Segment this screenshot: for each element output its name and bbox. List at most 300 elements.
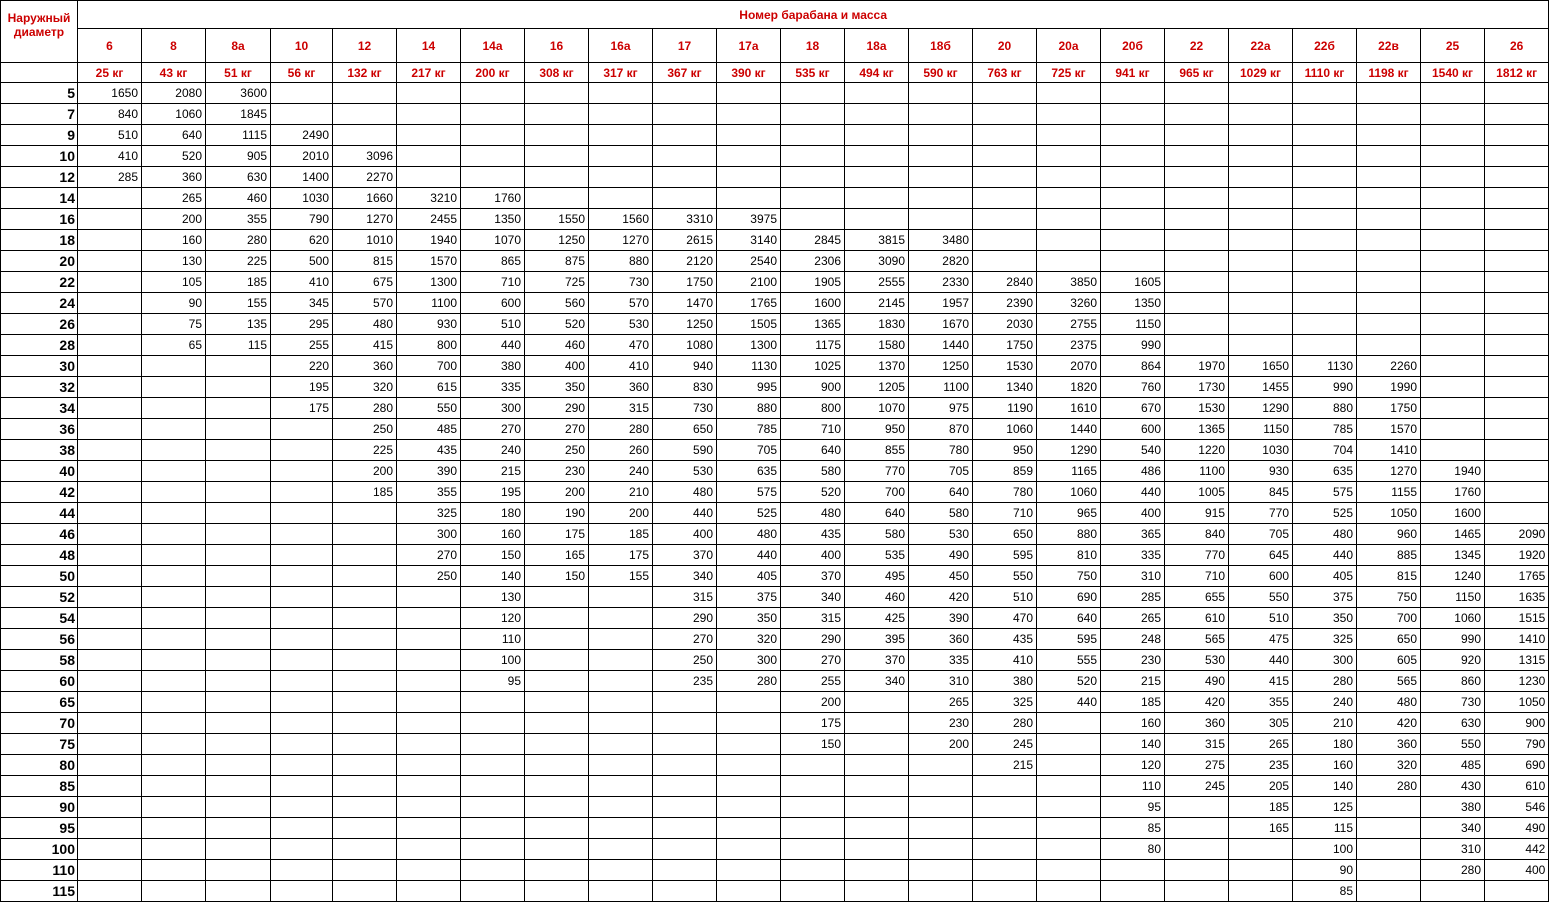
table-cell: 440 bbox=[1229, 650, 1293, 671]
drum-mass: 56 кг bbox=[271, 63, 333, 83]
table-cell bbox=[397, 797, 461, 818]
table-cell: 640 bbox=[781, 440, 845, 461]
outer-diameter: 95 bbox=[1, 818, 78, 839]
table-cell: 440 bbox=[717, 545, 781, 566]
table-cell: 750 bbox=[1357, 587, 1421, 608]
table-cell: 415 bbox=[333, 335, 397, 356]
table-cell: 1300 bbox=[397, 272, 461, 293]
table-cell: 440 bbox=[1293, 545, 1357, 566]
table-cell: 160 bbox=[1293, 755, 1357, 776]
table-cell: 1610 bbox=[1037, 398, 1101, 419]
table-cell: 1650 bbox=[1229, 356, 1293, 377]
table-cell bbox=[142, 734, 206, 755]
table-cell bbox=[1037, 755, 1101, 776]
table-cell: 1990 bbox=[1357, 377, 1421, 398]
table-cell: 810 bbox=[1037, 545, 1101, 566]
outer-diameter: 7 bbox=[1, 104, 78, 125]
table-row bbox=[1, 167, 1549, 188]
table-cell: 1970 bbox=[1165, 356, 1229, 377]
table-cell bbox=[909, 167, 973, 188]
table-cell: 700 bbox=[845, 482, 909, 503]
table-cell bbox=[1485, 356, 1549, 377]
table-cell bbox=[1485, 125, 1549, 146]
table-cell bbox=[717, 776, 781, 797]
table-cell: 250 bbox=[525, 440, 589, 461]
table-cell bbox=[142, 545, 206, 566]
table-cell bbox=[653, 188, 717, 209]
table-cell: 360 bbox=[589, 377, 653, 398]
table-cell bbox=[1229, 272, 1293, 293]
table-cell bbox=[271, 734, 333, 755]
table-row bbox=[1, 356, 1549, 377]
table-cell: 75 bbox=[142, 314, 206, 335]
table-cell: 130 bbox=[142, 251, 206, 272]
table-cell bbox=[271, 83, 333, 104]
table-row bbox=[1, 188, 1549, 209]
table-cell bbox=[845, 209, 909, 230]
table-cell: 370 bbox=[781, 566, 845, 587]
table-cell: 3090 bbox=[845, 251, 909, 272]
table-cell bbox=[461, 104, 525, 125]
table-cell: 175 bbox=[525, 524, 589, 545]
table-cell: 90 bbox=[142, 293, 206, 314]
table-cell: 280 bbox=[333, 398, 397, 419]
table-cell bbox=[717, 83, 781, 104]
table-cell: 1470 bbox=[653, 293, 717, 314]
table-cell bbox=[525, 671, 589, 692]
table-cell: 440 bbox=[1037, 692, 1101, 713]
table-cell bbox=[717, 104, 781, 125]
table-cell: 415 bbox=[1229, 671, 1293, 692]
table-cell bbox=[781, 860, 845, 881]
table-cell bbox=[653, 881, 717, 902]
table-cell bbox=[1293, 251, 1357, 272]
table-cell bbox=[142, 713, 206, 734]
table-row bbox=[1, 608, 1549, 629]
table-cell: 375 bbox=[717, 587, 781, 608]
table-cell bbox=[781, 104, 845, 125]
table-cell bbox=[909, 188, 973, 209]
table-cell: 590 bbox=[653, 440, 717, 461]
table-cell: 905 bbox=[206, 146, 271, 167]
table-cell: 150 bbox=[781, 734, 845, 755]
table-cell bbox=[78, 461, 142, 482]
table-cell bbox=[1101, 230, 1165, 251]
table-cell: 175 bbox=[271, 398, 333, 419]
table-cell bbox=[1293, 272, 1357, 293]
table-cell bbox=[397, 650, 461, 671]
table-cell bbox=[142, 881, 206, 902]
table-cell: 150 bbox=[525, 566, 589, 587]
table-row bbox=[1, 419, 1549, 440]
table-cell bbox=[397, 776, 461, 797]
table-cell: 265 bbox=[1101, 608, 1165, 629]
table-cell bbox=[973, 839, 1037, 860]
table-cell bbox=[1037, 104, 1101, 125]
table-cell bbox=[78, 398, 142, 419]
table-cell: 1455 bbox=[1229, 377, 1293, 398]
table-cell bbox=[653, 104, 717, 125]
table-cell: 435 bbox=[781, 524, 845, 545]
table-cell: 195 bbox=[461, 482, 525, 503]
table-cell: 200 bbox=[333, 461, 397, 482]
table-cell bbox=[1485, 146, 1549, 167]
table-cell bbox=[589, 818, 653, 839]
table-cell bbox=[142, 629, 206, 650]
drum-number: 22в bbox=[1357, 29, 1421, 63]
table-row bbox=[1, 587, 1549, 608]
table-cell bbox=[333, 734, 397, 755]
table-cell bbox=[142, 671, 206, 692]
table-cell: 1030 bbox=[271, 188, 333, 209]
table-row bbox=[1, 797, 1549, 818]
table-cell: 315 bbox=[1165, 734, 1229, 755]
drum-number: 8 bbox=[142, 29, 206, 63]
table-cell bbox=[1101, 881, 1165, 902]
table-cell bbox=[1165, 335, 1229, 356]
table-cell: 1940 bbox=[397, 230, 461, 251]
table-row bbox=[1, 482, 1549, 503]
table-cell: 710 bbox=[461, 272, 525, 293]
table-cell: 1365 bbox=[781, 314, 845, 335]
table-cell: 440 bbox=[653, 503, 717, 524]
table-cell: 265 bbox=[909, 692, 973, 713]
table-cell: 200 bbox=[909, 734, 973, 755]
table-cell bbox=[589, 839, 653, 860]
table-cell: 1560 bbox=[589, 209, 653, 230]
table-cell bbox=[78, 314, 142, 335]
table-cell: 295 bbox=[271, 314, 333, 335]
table-cell bbox=[1101, 188, 1165, 209]
table-cell: 230 bbox=[525, 461, 589, 482]
table-cell bbox=[206, 734, 271, 755]
table-cell bbox=[78, 524, 142, 545]
table-cell bbox=[142, 587, 206, 608]
table-cell bbox=[78, 335, 142, 356]
table-cell bbox=[333, 503, 397, 524]
table-cell: 205 bbox=[1229, 776, 1293, 797]
table-cell: 490 bbox=[909, 545, 973, 566]
table-cell: 3096 bbox=[333, 146, 397, 167]
drum-number: 16а bbox=[589, 29, 653, 63]
drum-number: 22 bbox=[1165, 29, 1229, 63]
table-cell: 1240 bbox=[1421, 566, 1485, 587]
table-cell: 600 bbox=[461, 293, 525, 314]
table-cell: 1550 bbox=[525, 209, 589, 230]
table-cell bbox=[333, 818, 397, 839]
outer-diameter: 110 bbox=[1, 860, 78, 881]
table-cell: 830 bbox=[653, 377, 717, 398]
drum-number: 17 bbox=[653, 29, 717, 63]
table-cell bbox=[1357, 272, 1421, 293]
table-cell: 990 bbox=[1101, 335, 1165, 356]
table-cell: 1650 bbox=[78, 83, 142, 104]
table-cell: 370 bbox=[845, 650, 909, 671]
table-cell bbox=[461, 881, 525, 902]
table-cell: 400 bbox=[1485, 860, 1549, 881]
outer-diameter: 14 bbox=[1, 188, 78, 209]
table-cell: 705 bbox=[1229, 524, 1293, 545]
table-cell: 1070 bbox=[461, 230, 525, 251]
table-cell bbox=[333, 776, 397, 797]
table-cell: 280 bbox=[717, 671, 781, 692]
table-cell bbox=[1293, 167, 1357, 188]
table-cell bbox=[1485, 461, 1549, 482]
table-cell: 1730 bbox=[1165, 377, 1229, 398]
table-cell bbox=[1485, 209, 1549, 230]
table-cell: 480 bbox=[653, 482, 717, 503]
table-cell bbox=[271, 566, 333, 587]
table-cell: 340 bbox=[653, 566, 717, 587]
table-cell bbox=[397, 629, 461, 650]
table-cell bbox=[525, 146, 589, 167]
table-cell: 650 bbox=[653, 419, 717, 440]
table-cell: 85 bbox=[1101, 818, 1165, 839]
table-row bbox=[1, 650, 1549, 671]
table-cell: 355 bbox=[1229, 692, 1293, 713]
table-cell: 370 bbox=[653, 545, 717, 566]
outer-diameter: 60 bbox=[1, 671, 78, 692]
table-cell: 175 bbox=[781, 713, 845, 734]
table-cell bbox=[78, 587, 142, 608]
table-cell bbox=[78, 503, 142, 524]
table-cell bbox=[781, 818, 845, 839]
title-row bbox=[1, 1, 1549, 29]
table-cell bbox=[1165, 230, 1229, 251]
table-cell bbox=[1229, 860, 1293, 881]
table-cell: 1957 bbox=[909, 293, 973, 314]
table-cell bbox=[1357, 818, 1421, 839]
table-cell: 1300 bbox=[717, 335, 781, 356]
table-cell bbox=[1229, 839, 1293, 860]
table-cell: 1220 bbox=[1165, 440, 1229, 461]
table-cell: 995 bbox=[717, 377, 781, 398]
table-cell: 845 bbox=[1229, 482, 1293, 503]
table-cell bbox=[78, 629, 142, 650]
table-cell: 265 bbox=[1229, 734, 1293, 755]
table-row bbox=[1, 713, 1549, 734]
table-cell bbox=[589, 671, 653, 692]
table-cell: 320 bbox=[717, 629, 781, 650]
table-cell bbox=[973, 167, 1037, 188]
table-cell: 265 bbox=[142, 188, 206, 209]
table-cell: 610 bbox=[1165, 608, 1229, 629]
table-cell: 580 bbox=[845, 524, 909, 545]
table-cell bbox=[1229, 104, 1293, 125]
table-cell bbox=[461, 797, 525, 818]
drum-number: 14а bbox=[461, 29, 525, 63]
table-cell bbox=[206, 503, 271, 524]
table-row bbox=[1, 881, 1549, 902]
table-cell bbox=[271, 650, 333, 671]
outer-diameter: 16 bbox=[1, 209, 78, 230]
table-cell bbox=[1357, 797, 1421, 818]
table-cell bbox=[142, 482, 206, 503]
table-cell: 290 bbox=[525, 398, 589, 419]
table-cell bbox=[781, 797, 845, 818]
table-cell: 200 bbox=[142, 209, 206, 230]
outer-diameter: 12 bbox=[1, 167, 78, 188]
table-cell: 325 bbox=[1293, 629, 1357, 650]
table-row bbox=[1, 734, 1549, 755]
drum-number: 17а bbox=[717, 29, 781, 63]
table-cell: 900 bbox=[781, 377, 845, 398]
table-cell bbox=[973, 83, 1037, 104]
table-cell: 1250 bbox=[909, 356, 973, 377]
table-cell bbox=[271, 587, 333, 608]
table-cell: 340 bbox=[845, 671, 909, 692]
table-cell: 435 bbox=[397, 440, 461, 461]
table-cell: 785 bbox=[1293, 419, 1357, 440]
drum-mass: 51 кг bbox=[206, 63, 271, 83]
table-cell: 280 bbox=[973, 713, 1037, 734]
table-cell bbox=[1165, 104, 1229, 125]
table-cell bbox=[1293, 209, 1357, 230]
table-cell bbox=[973, 125, 1037, 146]
drum-mass-row bbox=[1, 63, 1549, 83]
table-cell bbox=[333, 125, 397, 146]
table-cell: 620 bbox=[271, 230, 333, 251]
table-row bbox=[1, 524, 1549, 545]
table-cell: 460 bbox=[845, 587, 909, 608]
drum-mass: 200 кг bbox=[461, 63, 525, 83]
outer-diameter: 80 bbox=[1, 755, 78, 776]
table-cell: 2270 bbox=[333, 167, 397, 188]
table-cell bbox=[78, 839, 142, 860]
table-cell bbox=[525, 167, 589, 188]
table-cell bbox=[1293, 104, 1357, 125]
table-cell: 1150 bbox=[1229, 419, 1293, 440]
table-cell bbox=[1357, 230, 1421, 251]
table-cell: 315 bbox=[589, 398, 653, 419]
table-cell bbox=[653, 167, 717, 188]
table-cell: 570 bbox=[589, 293, 653, 314]
table-cell bbox=[1165, 881, 1229, 902]
table-cell: 420 bbox=[909, 587, 973, 608]
table-cell bbox=[589, 755, 653, 776]
table-cell: 1060 bbox=[1037, 482, 1101, 503]
table-cell bbox=[271, 419, 333, 440]
table-cell: 1315 bbox=[1485, 650, 1549, 671]
table-cell: 480 bbox=[1357, 692, 1421, 713]
drum-mass: 494 кг bbox=[845, 63, 909, 83]
table-cell bbox=[653, 818, 717, 839]
table-cell bbox=[589, 188, 653, 209]
table-cell bbox=[271, 629, 333, 650]
table-cell: 105 bbox=[142, 272, 206, 293]
table-cell: 1440 bbox=[909, 335, 973, 356]
table-cell bbox=[717, 839, 781, 860]
table-cell bbox=[461, 692, 525, 713]
table-cell: 215 bbox=[461, 461, 525, 482]
table-cell bbox=[461, 734, 525, 755]
table-cell bbox=[461, 125, 525, 146]
table-cell bbox=[1485, 503, 1549, 524]
table-cell bbox=[1485, 440, 1549, 461]
drum-number: 18 bbox=[781, 29, 845, 63]
table-cell bbox=[653, 125, 717, 146]
outer-diameter: 32 bbox=[1, 377, 78, 398]
table-cell bbox=[909, 839, 973, 860]
table-cell: 120 bbox=[461, 608, 525, 629]
table-cell bbox=[525, 188, 589, 209]
table-cell bbox=[78, 860, 142, 881]
table-cell: 380 bbox=[973, 671, 1037, 692]
table-cell: 770 bbox=[1165, 545, 1229, 566]
table-cell bbox=[589, 125, 653, 146]
table-cell bbox=[397, 83, 461, 104]
table-cell: 285 bbox=[1101, 587, 1165, 608]
drum-number: 22а bbox=[1229, 29, 1293, 63]
table-cell bbox=[206, 818, 271, 839]
table-cell: 2375 bbox=[1037, 335, 1101, 356]
outer-diameter: 40 bbox=[1, 461, 78, 482]
table-cell bbox=[397, 755, 461, 776]
drum-mass: 1029 кг bbox=[1229, 63, 1293, 83]
table-cell bbox=[271, 104, 333, 125]
table-cell bbox=[271, 440, 333, 461]
table-cell: 3480 bbox=[909, 230, 973, 251]
table-cell bbox=[653, 734, 717, 755]
table-cell bbox=[1037, 713, 1101, 734]
table-cell bbox=[78, 230, 142, 251]
outer-diameter: 52 bbox=[1, 587, 78, 608]
table-cell: 815 bbox=[1357, 566, 1421, 587]
table-cell: 530 bbox=[589, 314, 653, 335]
drum-mass: 308 кг bbox=[525, 63, 589, 83]
table-cell bbox=[589, 776, 653, 797]
table-cell bbox=[525, 881, 589, 902]
drum-mass: 43 кг bbox=[142, 63, 206, 83]
table-cell: 580 bbox=[781, 461, 845, 482]
table-cell bbox=[1485, 167, 1549, 188]
table-cell: 280 bbox=[589, 419, 653, 440]
table-cell: 1635 bbox=[1485, 587, 1549, 608]
table-cell bbox=[333, 650, 397, 671]
table-cell: 90 bbox=[1293, 860, 1357, 881]
table-cell bbox=[717, 734, 781, 755]
table-cell bbox=[271, 839, 333, 860]
table-cell: 1100 bbox=[1165, 461, 1229, 482]
table-cell bbox=[397, 125, 461, 146]
table-row bbox=[1, 860, 1549, 881]
table-cell: 360 bbox=[142, 167, 206, 188]
table-cell: 240 bbox=[589, 461, 653, 482]
table-cell: 100 bbox=[461, 650, 525, 671]
table-cell: 595 bbox=[973, 545, 1037, 566]
table-cell bbox=[78, 188, 142, 209]
table-cell: 1750 bbox=[1357, 398, 1421, 419]
table-cell bbox=[717, 713, 781, 734]
table-cell: 255 bbox=[781, 671, 845, 692]
table-cell bbox=[717, 188, 781, 209]
table-cell: 780 bbox=[973, 482, 1037, 503]
table-cell: 155 bbox=[206, 293, 271, 314]
table-cell bbox=[1037, 839, 1101, 860]
table-cell: 1660 bbox=[333, 188, 397, 209]
table-cell: 700 bbox=[1357, 608, 1421, 629]
table-cell: 300 bbox=[1293, 650, 1357, 671]
table-cell: 1150 bbox=[1101, 314, 1165, 335]
table-cell: 350 bbox=[1293, 608, 1357, 629]
table-cell bbox=[1357, 293, 1421, 314]
drum-mass: 725 кг bbox=[1037, 63, 1101, 83]
table-cell bbox=[1101, 209, 1165, 230]
table-cell: 1820 bbox=[1037, 377, 1101, 398]
table-cell: 200 bbox=[589, 503, 653, 524]
table-cell bbox=[142, 692, 206, 713]
table-cell bbox=[1229, 314, 1293, 335]
